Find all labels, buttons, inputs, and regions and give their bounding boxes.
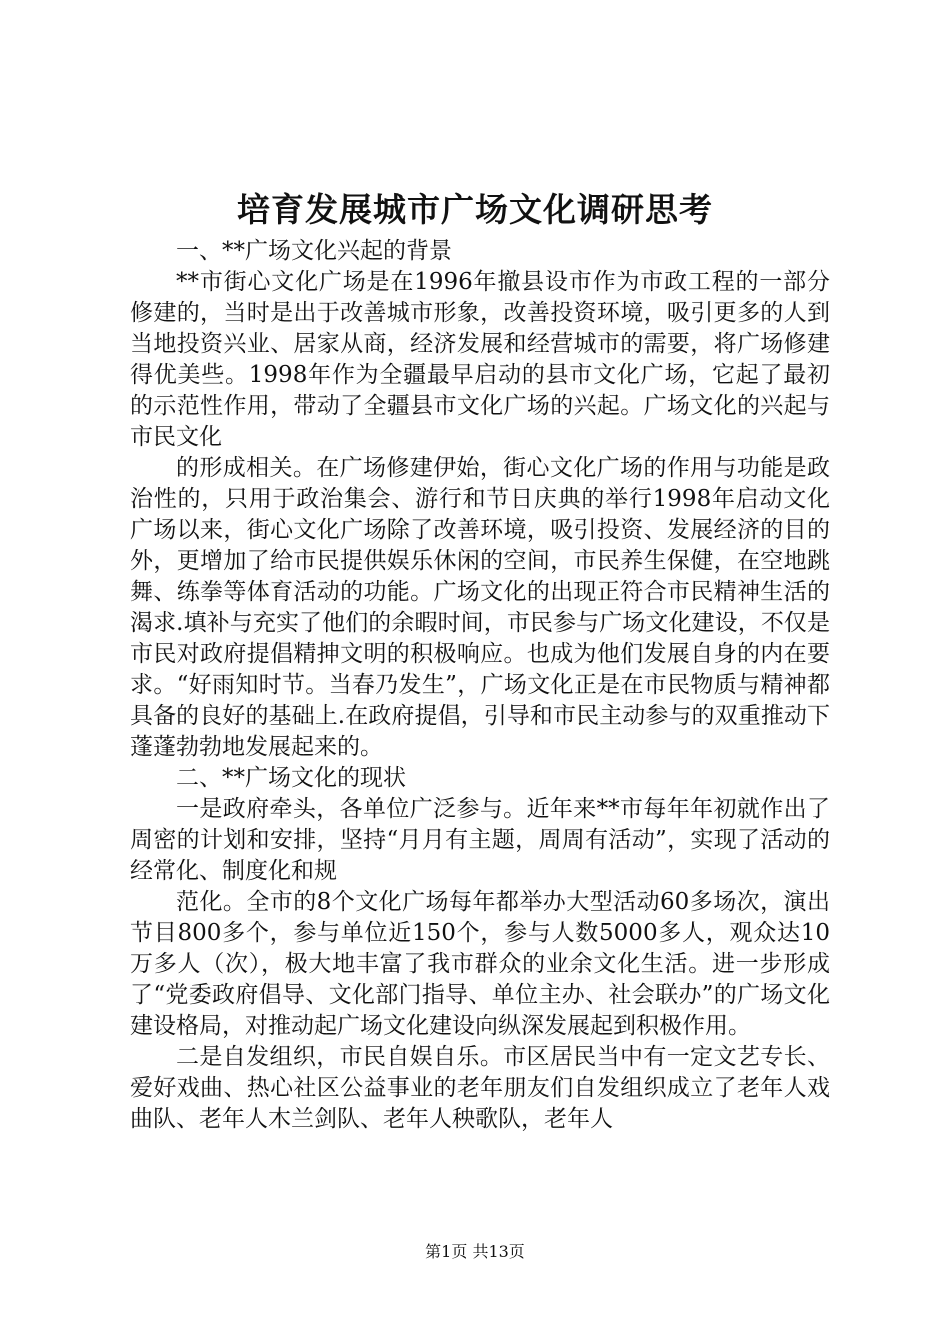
paragraph: 二是自发组织，市民自娱自乐。市区居民当中有一定文艺专长、爱好戏曲、热心社区公益事业的老年朋友们自发组织成立了老年人戏曲队、老年人木兰剑队、老年人秧歌队，老年人 bbox=[130, 1044, 830, 1132]
paragraph: 一是政府牵头，各单位广泛参与。近年来**市每年年初就作出了周密的计划和安排，坚持“月月有主题，周周有活动”，实现了活动的经常化、制度化和规 bbox=[130, 796, 830, 884]
document-title: 培育发展城市广场文化调研思考 bbox=[237, 190, 713, 229]
section-heading: 二、**广场文化的现状 bbox=[176, 765, 406, 791]
section-heading: 一、**广场文化兴起的背景 bbox=[176, 238, 452, 264]
page-number-footer: 第1页 共13页 bbox=[425, 1242, 525, 1261]
paragraph: 的形成相关。在广场修建伊始，街心文化广场的作用与功能是政治性的，只用于政治集会、游行和节日庆典的举行1998年启动文化广场以来，街心文化广场除了改善环境，吸引投资、发展经济的目的外，更增加了给市民提供娱乐休闲的空间，市民养生保健，在空地跳舞、练拳等体育活动的功能。广场文化的出现正符合市民精神生活的渴求.填补与充实了他们的余暇时间，市民参与广场文化建设，不仅是市民对政府提倡精抻文明的积极响应。也成为他们发展自身的内在要求。“好雨知时节。当春乃发生”，广场文化正是在市民物质与精神都具备的良好的基础上.在政府提倡，引导和市民主动参与的双重推动下蓬蓬勃勃地发展起来的。 bbox=[130, 455, 830, 760]
document-body bbox=[130, 236, 830, 1135]
paragraph: **市街心文化广场是在1996年撤县设市作为市政工程的一部分修建的，当时是出于改善城市形象，改善投资环境，吸引更多的人到当地投资兴业、居家从商，经济发展和经营城市的需要，将广场修建得优美些。1998年作为全疆最早启动的县市文化广场，它起了最初的示范性作用，带动了全疆县市文化广场的兴起。广场文化的兴起与市民文化 bbox=[130, 269, 830, 450]
paragraph: 范化。全市的8个文化广场每年都举办大型活动60多场次，演出节目800多个，参与单位近150个，参与人数5000多人，观众达10万多人（次），极大地丰富了我市群众的业余文化生活。进一步形成了“党委政府倡导、文化部门指导、单位主办、社会联办”的广场文化建设格局，对推动起广场文化建设向纵深发展起到积极作用。 bbox=[130, 889, 830, 1039]
